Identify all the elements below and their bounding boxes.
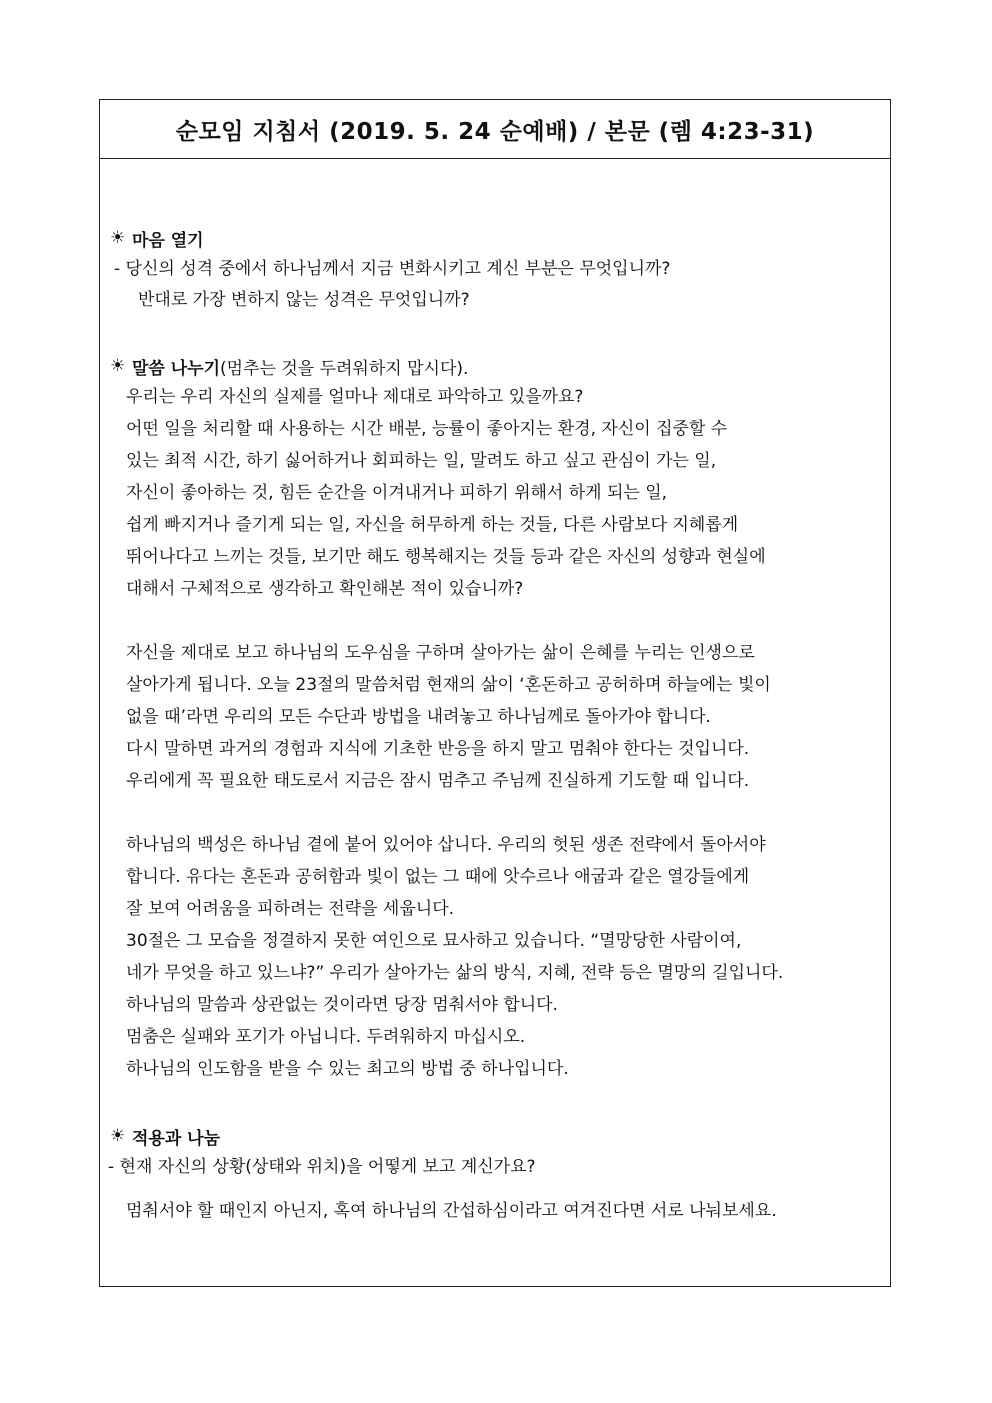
body-line: 우리는 우리 자신의 실제를 얼마나 제대로 파악하고 있을까요?: [126, 387, 584, 407]
body-line: 있는 최적 시간, 하기 싫어하거나 회피하는 일, 말려도 하고 싶고 관심이 가는 일,: [126, 451, 717, 471]
body-line: 우리에게 꼭 필요한 태도로서 지금은 잠시 멈추고 주님께 진실하게 기도할 때 입니다.: [126, 771, 750, 791]
body-line: 어떤 일을 처리할 때 사용하는 시간 배분, 능률이 좋아지는 환경, 자신이 집중할 수: [126, 419, 728, 439]
body-line: 대해서 구체적으로 생각하고 확인해본 적이 있습니까?: [126, 579, 524, 599]
body-line: 합니다. 유다는 혼돈과 공허함과 빛이 없는 그 때에 앗수르나 애굽과 같은 열강들에게: [126, 867, 750, 887]
body-line: 자신을 제대로 보고 하나님의 도우심을 구하며 살아가는 삶이 은혜를 누리는 인생으로: [126, 643, 755, 663]
section-heading-word-sharing: [110, 354, 468, 379]
section-heading-label: 적용과 나눔: [132, 1129, 221, 1149]
body-line: 자신이 좋아하는 것, 힘든 순간을 이겨내거나 피하기 위해서 하게 되는 일,: [126, 483, 668, 503]
sun-bullet-icon: ☀: [110, 228, 126, 248]
body-line: 뛰어나다고 느끼는 것들, 보기만 해도 행복해지는 것들 등과 같은 자신의 성향과 현실에: [126, 547, 766, 567]
title-row: [100, 100, 890, 159]
body-line: 반대로 가장 변하지 않는 성격은 무엇입니까?: [138, 290, 470, 310]
section-heading-open-heart: [110, 226, 204, 251]
section-heading-application: [110, 1124, 220, 1149]
body-line: 쉽게 빠지거나 즐기게 되는 일, 자신을 허무하게 하는 것들, 다른 사람보다 지혜롭게: [126, 515, 739, 535]
section-heading-label: 마음 열기: [132, 231, 204, 251]
body-line: 30절은 그 모습을 정결하지 못한 여인으로 묘사하고 있습니다. “멸망당한 사람이여,: [126, 931, 742, 951]
body-line: 하나님의 백성은 하나님 곁에 붙어 있어야 삽니다. 우리의 헛된 생존 전략에서 돌아서야: [126, 835, 766, 855]
sun-bullet-icon: ☀: [110, 1126, 126, 1146]
page-title: 순모임 지침서 (2019. 5. 24 순예배) / 본문 (렘 4:23-31): [175, 118, 815, 145]
body-line: 네가 무엇을 하고 있느냐?” 우리가 살아가는 삶의 방식, 지혜, 전략 등은 멸망의 길입니다.: [126, 963, 784, 983]
body-line: 다시 말하면 과거의 경험과 지식에 기초한 반응을 하지 말고 멈춰야 한다는 것입니다.: [126, 739, 750, 759]
sun-bullet-icon: ☀: [110, 356, 126, 376]
document-frame: [99, 99, 891, 1287]
section-heading-label: 말씀 나누기: [132, 359, 221, 379]
body-line: 살아가게 됩니다. 오늘 23절의 말씀처럼 현재의 삶이 ‘혼돈하고 공허하며 하늘에는 빛이: [126, 675, 771, 695]
body-line: - 당신의 성격 중에서 하나님께서 지금 변화시키고 계신 부분은 무엇입니까?: [114, 259, 671, 279]
body-line: 없을 때’라면 우리의 모든 수단과 방법을 내려놓고 하나님께로 돌아가야 합니다.: [126, 707, 711, 727]
body-line: 하나님의 말씀과 상관없는 것이라면 당장 멈춰서야 합니다.: [126, 995, 558, 1015]
section-heading-subtitle: (멈추는 것을 두려워하지 맙시다).: [220, 359, 469, 379]
body-line: 잘 보여 어려움을 피하려는 전략을 세웁니다.: [126, 899, 455, 919]
body-line: 멈춰서야 할 때인지 아닌지, 혹여 하나님의 간섭하심이라고 여겨진다면 서로 나눠보세요.: [126, 1201, 777, 1221]
body-line: - 현재 자신의 상황(상태와 위치)을 어떻게 보고 계신가요?: [108, 1157, 536, 1177]
body-line: 하나님의 인도함을 받을 수 있는 최고의 방법 중 하나입니다.: [126, 1059, 569, 1079]
body-line: 멈춤은 실패와 포기가 아닙니다. 두려워하지 마십시오.: [126, 1027, 526, 1047]
